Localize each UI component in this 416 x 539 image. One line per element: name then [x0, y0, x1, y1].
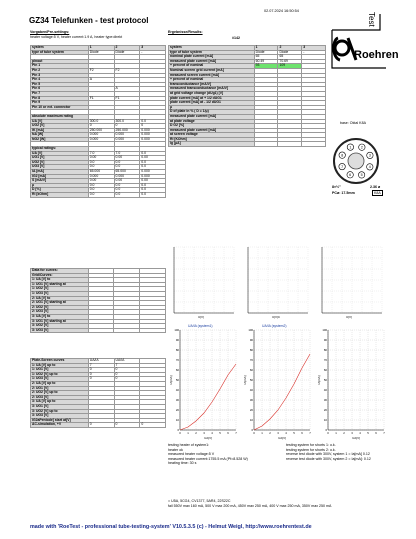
- right_table-cell: + percent of nominal: [169, 78, 255, 83]
- left_table-cell: 0.0: [140, 188, 166, 193]
- y-axis-label: IA[mA]: [317, 375, 321, 385]
- fail-limits-line: fail 550V max 160 mA, 500 V max 200 mA, 450V max 250 mA, 400 V max 250 mA, 350V max 250 mA: [168, 504, 332, 508]
- left_table-cell: 0.0: [140, 151, 166, 156]
- left_table-cell: 7.0: [88, 151, 114, 156]
- y-tick-label: 80: [323, 348, 327, 352]
- plate_table-cell: 0: [114, 423, 140, 428]
- right_table-cell: measured plate current [mA]: [169, 59, 255, 64]
- y-tick-label: 50: [175, 378, 179, 382]
- y-tick-label: 70: [249, 358, 253, 362]
- plate_table-cell: 3: UA [V] up to: [31, 400, 89, 405]
- left_table-cell: 0.000: [140, 133, 166, 138]
- x-tick-label: 2: [269, 431, 271, 435]
- left_table-cell: Pin 9: [31, 101, 89, 106]
- x-tick-label: 2: [343, 431, 345, 435]
- y-tick-label: 0: [251, 428, 253, 432]
- left_table-cell: F2: [114, 68, 140, 73]
- plate_table-cell: 1: UG2 [V] up to: [31, 372, 89, 377]
- x-axis-label: UA[V]: [278, 436, 286, 440]
- y-axis-label: IA[mA]: [169, 375, 173, 385]
- right_table-cell: Ri [KOhm]: [169, 137, 255, 142]
- right_table-row: [169, 142, 326, 147]
- plate_table-cell: 1: UA [V] up to: [31, 363, 89, 368]
- short-note-line: testing system for shorts 2: o.k.: [286, 447, 336, 452]
- logo-top-text: Test: [367, 12, 376, 27]
- right_table-cell: at grid voltage change (dUg1) [V]: [169, 91, 255, 96]
- right_table-cell: plate current [mA] at - 1/2 dUG1: [169, 101, 255, 106]
- plate_table-cell: 2: UA [V] up to: [31, 381, 89, 386]
- x-tick-label: 4: [359, 431, 361, 435]
- left_table-cell: 250.000: [114, 128, 140, 133]
- socket-tag: K8A: [374, 191, 381, 195]
- left_table-cell: 0.0: [114, 165, 140, 170]
- right_table-cell: -: [302, 50, 326, 55]
- right_table-cell: D G2 [%]: [169, 124, 255, 129]
- y-tick-label: 90: [323, 338, 327, 342]
- left_table-cell: 0.0: [114, 193, 140, 198]
- y-tick-label: 50: [249, 378, 253, 382]
- right_table-cell: Ig [μA]: [169, 142, 255, 147]
- chart-x-label: U[V]: [346, 315, 352, 319]
- right_table-cell: measured screen current [mA]: [169, 73, 255, 78]
- left_table-cell: Diode: [88, 50, 114, 55]
- curves-table: [30, 268, 166, 333]
- heater-notes: [168, 443, 248, 466]
- left_table-cell: 0.000: [88, 133, 114, 138]
- curves_table-cell: 2: UG3 [V]: [31, 310, 89, 315]
- y-tick-label: 20: [175, 408, 179, 412]
- left_table-cell: 0.000: [114, 137, 140, 142]
- curves_table-cell: 3: UA [V] to: [31, 314, 89, 319]
- left_table-cell: F2: [88, 68, 114, 73]
- right_table-header-cell: system: [169, 46, 255, 51]
- right_table-cell: 70.69: [278, 59, 302, 64]
- left_table-header-cell: system: [31, 46, 89, 51]
- x-tick-label: 2: [195, 431, 197, 435]
- left_table-cell: Diode: [114, 50, 140, 55]
- heater-note-line: measured heater current:1755.5 mA (Pf=8.528 W): [168, 456, 248, 461]
- y-tick-label: 40: [323, 388, 327, 392]
- left_table-cell: 0.0: [140, 119, 166, 124]
- timestamp: 02.07.2024 16:50:54: [264, 9, 299, 13]
- right_table-cell: nominal plate current [mA]: [169, 55, 255, 60]
- y-tick-label: 90: [175, 338, 179, 342]
- y-tick-label: 70: [323, 358, 327, 362]
- left_table-cell: F1: [114, 96, 140, 101]
- left_table-header-cell: 1: [88, 46, 114, 51]
- left_table-cell: μ: [31, 183, 89, 188]
- right_table-cell: measured plate current [mA]: [169, 128, 255, 133]
- curves_table-cell: Data for curves:: [31, 269, 89, 274]
- left_table-cell: 0.00: [114, 156, 140, 161]
- curves_table-cell: 1: UG1 [V] starting at: [31, 282, 89, 287]
- x-tick-label: 7: [383, 431, 385, 435]
- x-tick-label: 7: [309, 431, 311, 435]
- left_table-cell: IG2 [mA]: [31, 174, 89, 179]
- y-tick-label: 60: [249, 368, 253, 372]
- left_table-cell: 0.00: [114, 179, 140, 184]
- left_table-cell: A: [88, 78, 114, 83]
- plate_table-cell: 0: [88, 372, 114, 377]
- socket-pin-label: 8: [341, 153, 344, 158]
- curves_table-cell: 1: UG3 [V]: [31, 291, 89, 296]
- x-tick-label: 6: [301, 431, 303, 435]
- footer: made with 'RoeTest - professional tube-testing-system' V10.5.3.5 (c) - Helmut Weigl, http://www.roehrentest.de: [30, 524, 312, 530]
- curves_table-cell: 2: UG1 [V] starting at: [31, 301, 89, 306]
- left_table-cell: 0.000: [114, 174, 140, 179]
- presettings-label: Vorgaben/Pre-settings:: [30, 30, 70, 34]
- chart-x-label: U[V]C: [272, 315, 281, 319]
- x-tick-label: 0: [327, 431, 329, 435]
- plate_table-cell: UA/IA: [114, 359, 140, 364]
- heater-note-line: heating time: 30 s: [168, 461, 197, 466]
- y-tick-label: 50: [323, 378, 327, 382]
- right_table-cell: + percent of nominal: [169, 64, 255, 69]
- left_table-cell: 0.00: [88, 179, 114, 184]
- short-note-line: testing system for shorts 1: o.k.: [286, 443, 336, 447]
- plate_table-cell: Plate-Screen curves: [31, 359, 89, 364]
- right_table-cell: 93: [254, 64, 278, 69]
- plate_table-cell: 0: [114, 368, 140, 373]
- x-tick-label: 4: [285, 431, 287, 435]
- socket-pin-label: 4: [368, 165, 371, 170]
- left_table-cell: Pin 8: [31, 96, 89, 101]
- y-tick-label: 60: [323, 368, 327, 372]
- left_table-cell: -: [140, 50, 166, 55]
- left_table-cell: 0.0: [140, 160, 166, 165]
- x-tick-label: 1: [187, 431, 189, 435]
- y-axis-label: IA[mA]: [243, 375, 247, 385]
- empty-chart: [318, 245, 388, 321]
- right_table-cell: [254, 142, 278, 147]
- left_table-cell: 0.0: [114, 188, 140, 193]
- left_table-cell: 300.0: [114, 119, 140, 124]
- y-tick-label: 20: [323, 408, 327, 412]
- curve-chart: [318, 324, 388, 440]
- y-tick-label: 80: [175, 348, 179, 352]
- left_table-cell: 0.0: [88, 160, 114, 165]
- right_table-cell: 65: [254, 55, 278, 60]
- plate_table-cell: 3: UG2 [V] up to: [31, 409, 89, 414]
- left_table-cell: 0.0: [88, 188, 114, 193]
- left_table-cell: 300.0: [88, 119, 114, 124]
- y-tick-label: 100: [174, 328, 179, 332]
- x-tick-label: 5: [367, 431, 369, 435]
- left_table-cell: UG2 [V]: [31, 160, 89, 165]
- right_table-cell: Diode: [254, 50, 278, 55]
- short-note-line: reverse test diode with 300V, system 2 = Ia[mA]: 0.12: [286, 456, 371, 461]
- plate_table-cell: 7: [88, 363, 114, 368]
- left_table-cell: Pin 4: [31, 78, 89, 83]
- logo-main-text: Roehren: [354, 49, 399, 61]
- left_table-cell: Ri [kOhm]: [31, 193, 89, 198]
- curve-series-line: [254, 354, 310, 430]
- left_table-cell: A: [114, 87, 140, 92]
- left_table-cell: 0.000: [140, 137, 166, 142]
- curves_table-cell: 2: UA [V] to: [31, 296, 89, 301]
- left_table-cell: Pin 10 or ext. connector: [31, 105, 89, 110]
- right_table-cell: 65: [278, 55, 302, 60]
- curves_table-cell: 2: UG2 [V]: [31, 305, 89, 310]
- x-tick-label: 3: [203, 431, 205, 435]
- socket-pin-label: 6: [349, 173, 352, 178]
- y-tick-label: 30: [175, 398, 179, 402]
- left_table-cell: 0.00: [140, 156, 166, 161]
- x-tick-label: 6: [227, 431, 229, 435]
- left_table-cell: 0.00: [140, 179, 166, 184]
- x-tick-label: 0: [179, 431, 181, 435]
- x-tick-label: 3: [351, 431, 353, 435]
- socket-pin-label: 3: [368, 153, 371, 158]
- curves_table-cell: [114, 328, 140, 333]
- left_table-cell: 0.000: [88, 174, 114, 179]
- right_table-cell: 60.49: [254, 59, 278, 64]
- left-table: [30, 45, 166, 198]
- left_table-cell: 65.000: [114, 170, 140, 175]
- left_table-cell: Pin 7: [31, 91, 89, 96]
- logo: [328, 8, 399, 70]
- left_table-cell: 0.0: [88, 165, 114, 170]
- x-tick-label: 5: [219, 431, 221, 435]
- socket-diagram: [330, 127, 390, 207]
- curves_table-cell: 3: UG2 [V]: [31, 324, 89, 329]
- left_table-cell: F1: [88, 96, 114, 101]
- right_table-cell: μ: [169, 105, 255, 110]
- curve-chart: [244, 324, 314, 440]
- left_table-cell: D [%]: [31, 188, 89, 193]
- curve-chart: [170, 324, 240, 440]
- curves_table-cell: 3: UG1 [V] starting at: [31, 319, 89, 324]
- right_table-cell: measured plate current [mA]: [169, 114, 255, 119]
- short-test-notes: [286, 443, 371, 461]
- left_table-cell: typical ratings:: [31, 147, 89, 152]
- x-tick-label: 1: [261, 431, 263, 435]
- right_table-header-cell: 3: [302, 46, 326, 51]
- plate_table-cell: 2: UG2 [V] up to: [31, 391, 89, 396]
- empty-chart: [244, 245, 314, 321]
- left_table-cell: 0.0: [114, 160, 140, 165]
- left_table-cell: UG1 [V]: [31, 156, 89, 161]
- plate_table-cell: AC-simulation, +V: [31, 423, 89, 428]
- y-tick-label: 70: [175, 358, 179, 362]
- left_table-cell: 0.000: [140, 128, 166, 133]
- y-tick-label: 80: [249, 348, 253, 352]
- plate_table-cell: 0: [114, 377, 140, 382]
- left_table-cell: 0.0: [88, 193, 114, 198]
- right_table-cell: Diode: [278, 50, 302, 55]
- left_table-cell: 0.0: [140, 183, 166, 188]
- plate_table-cell: 0: [140, 423, 166, 428]
- results-label: Ergebnisse/Results:: [168, 30, 203, 34]
- left_table-cell: Pin 6: [31, 87, 89, 92]
- y-tick-label: 30: [249, 398, 253, 402]
- left_table-cell: pinout: [31, 59, 89, 64]
- socket-pin-label: 1: [349, 145, 352, 150]
- left_table-cell: 0: [114, 124, 140, 129]
- y-tick-label: 10: [249, 418, 253, 422]
- curves_table-row: [31, 328, 166, 333]
- curves_table-cell: 3: UG3 [V]: [31, 328, 89, 333]
- plate_table-cell: 0: [88, 423, 114, 428]
- left_table-header-cell: 2: [114, 46, 140, 51]
- plate_table-cell: 0: [88, 377, 114, 382]
- left_table-cell: UA [V]: [31, 151, 89, 156]
- left_table-cell: 0.0: [114, 183, 140, 188]
- socket-dim2: 2.36 ø: [370, 185, 381, 189]
- plate-table: [30, 358, 166, 428]
- x-tick-label: 1: [335, 431, 337, 435]
- y-tick-label: 10: [323, 418, 327, 422]
- left_table-cell: UA [V]: [31, 119, 89, 124]
- left_table-cell: 65.000: [88, 170, 114, 175]
- base-label: base: Oktal K8A: [340, 121, 366, 125]
- y-tick-label: 60: [175, 368, 179, 372]
- left_table-header-cell: 3: [140, 46, 166, 51]
- short-note-line: reverse test diode with 300V, system 1 = Ia[mA] 0.12: [286, 452, 370, 457]
- y-tick-label: 20: [249, 408, 253, 412]
- left_table-cell: 0.0: [88, 183, 114, 188]
- heater-note-line: testing heater of system1:: [168, 443, 210, 447]
- x-axis-label: UA[V]: [204, 436, 212, 440]
- plate_table-cell: 7: [114, 363, 140, 368]
- left_table-cell: 7.0: [114, 151, 140, 156]
- left_table-cell: UG2 [V]: [31, 124, 89, 129]
- plate_table-cell: 3: UG1 [V]: [31, 404, 89, 409]
- left_table-cell: 0: [140, 124, 166, 129]
- y-tick-label: 0: [325, 428, 327, 432]
- tube-id: #142: [232, 36, 240, 40]
- right_table-cell: at screen voltage: [169, 133, 255, 138]
- left_table-row: [31, 193, 166, 198]
- x-tick-label: 0: [253, 431, 255, 435]
- left_table-cell: UG3 [V]: [31, 165, 89, 170]
- left_table-cell: 0.000: [140, 170, 166, 175]
- left_table-cell: 0.0: [140, 193, 166, 198]
- y-tick-label: 40: [249, 388, 253, 392]
- curves_table-cell: Grid/Curves:: [31, 273, 89, 278]
- y-tick-label: 0: [177, 428, 179, 432]
- plate_table-cell: 0: [88, 368, 114, 373]
- x-tick-label: 7: [235, 431, 237, 435]
- left_table-cell: Pin 1: [31, 64, 89, 69]
- chart-x-label: U[V]: [198, 315, 204, 319]
- left_table-cell: absolute maximum rating: [31, 114, 89, 119]
- curves_table-cell: [140, 328, 166, 333]
- plate_table-cell: IG2aPentode] start at[V]: [31, 418, 89, 423]
- left_table-cell: IK [mA]: [31, 128, 89, 133]
- right_table-cell: transconductance [mA/V]: [169, 82, 255, 87]
- y-tick-label: 100: [248, 328, 253, 332]
- equivalents-line: = U5A, 5CG4, CV1377, 5AR4, 22S22C: [168, 499, 231, 503]
- plate_table-cell: 1: UG1 [V]: [31, 368, 89, 373]
- left_table-cell: Pin 5: [31, 82, 89, 87]
- y-tick-label: 100: [322, 328, 327, 332]
- heater-note-line: heater ok: [168, 447, 183, 452]
- left_table-cell: 0.000: [140, 174, 166, 179]
- right_table-cell: Nominal screen grid current [mA]: [169, 68, 255, 73]
- socket-pin-label: 5: [360, 173, 363, 178]
- right_table-cell: measured transconductance [mA/V]: [169, 87, 255, 92]
- y-tick-label: 30: [323, 398, 327, 402]
- plate_table-cell: 0: [114, 372, 140, 377]
- plate_table-cell: 2: UG3 [V]: [31, 395, 89, 400]
- y-tick-label: 40: [175, 388, 179, 392]
- socket-dim3: PCø: 17.5mm: [332, 191, 355, 195]
- plate_table-cell: 1: UG3 [V]: [31, 377, 89, 382]
- right_table-cell: plate current [mA] at + 1/2 dUG1: [169, 96, 255, 101]
- left_table-cell: NG2 [W]: [31, 137, 89, 142]
- curves_table-cell: 1: UA [V] to: [31, 278, 89, 283]
- left_table-cell: S [mA/V]: [31, 179, 89, 184]
- right_table-header-cell: 1: [254, 46, 278, 51]
- plate_table-cell: 3: UG3 [V]: [31, 414, 89, 419]
- right_table-cell: type of tube system: [169, 50, 255, 55]
- x-tick-label: 4: [211, 431, 213, 435]
- left_table-cell: 0: [88, 124, 114, 129]
- x-tick-label: 5: [293, 431, 295, 435]
- curves_table-cell: 1: UG2 [V]: [31, 287, 89, 292]
- heater-note-line: measured heater voltage:5 V: [168, 452, 215, 457]
- left_table-cell: 0.00: [88, 156, 114, 161]
- x-tick-label: 3: [277, 431, 279, 435]
- socket-pin-label: 2: [360, 145, 363, 150]
- left_table-cell: type of tube system: [31, 50, 89, 55]
- right_table-header-cell: 2: [278, 46, 302, 51]
- right_table-cell: [302, 142, 326, 147]
- right_table-cell: 109: [278, 64, 302, 69]
- x-axis-label: UA[V]: [352, 436, 360, 440]
- right_table-cell: at plate voltage: [169, 119, 255, 124]
- left_table-cell: IA [mA]: [31, 170, 89, 175]
- left_table-cell: NA [W]: [31, 133, 89, 138]
- results-table: [168, 45, 326, 147]
- left_table-cell: 0.000: [88, 137, 114, 142]
- socket-dim1: 8×½": [332, 185, 341, 189]
- left_table-cell: Pin 3: [31, 73, 89, 78]
- y-tick-label: 10: [175, 418, 179, 422]
- presettings-text: heater voltage:5 V, heater current:1.9 A, heater type:direkt: [30, 35, 123, 39]
- empty-chart: [170, 245, 240, 321]
- plate_table-cell: UA/IA: [88, 359, 114, 364]
- left_table-cell: 250.000: [88, 128, 114, 133]
- right_table-cell: [278, 142, 302, 147]
- left_table-cell: Pin 2: [31, 68, 89, 73]
- chart-title: UA/IA (system2): [262, 324, 287, 328]
- left_table-cell: 0.0: [140, 165, 166, 170]
- curves_table-cell: [88, 328, 114, 333]
- chart-title: UA/IA (system1): [188, 324, 213, 328]
- x-tick-label: 6: [375, 431, 377, 435]
- page-title: GZ34 Telefunken - test protocol: [29, 16, 149, 25]
- socket-pin-label: 7: [341, 164, 344, 169]
- left_table-cell: 0.000: [114, 133, 140, 138]
- y-tick-label: 90: [249, 338, 253, 342]
- plate_table-row: [31, 423, 166, 428]
- plate_table-cell: 2: UG1 [V]: [31, 386, 89, 391]
- right_table-cell: D of plate in % ( D = 1/μ): [169, 110, 255, 115]
